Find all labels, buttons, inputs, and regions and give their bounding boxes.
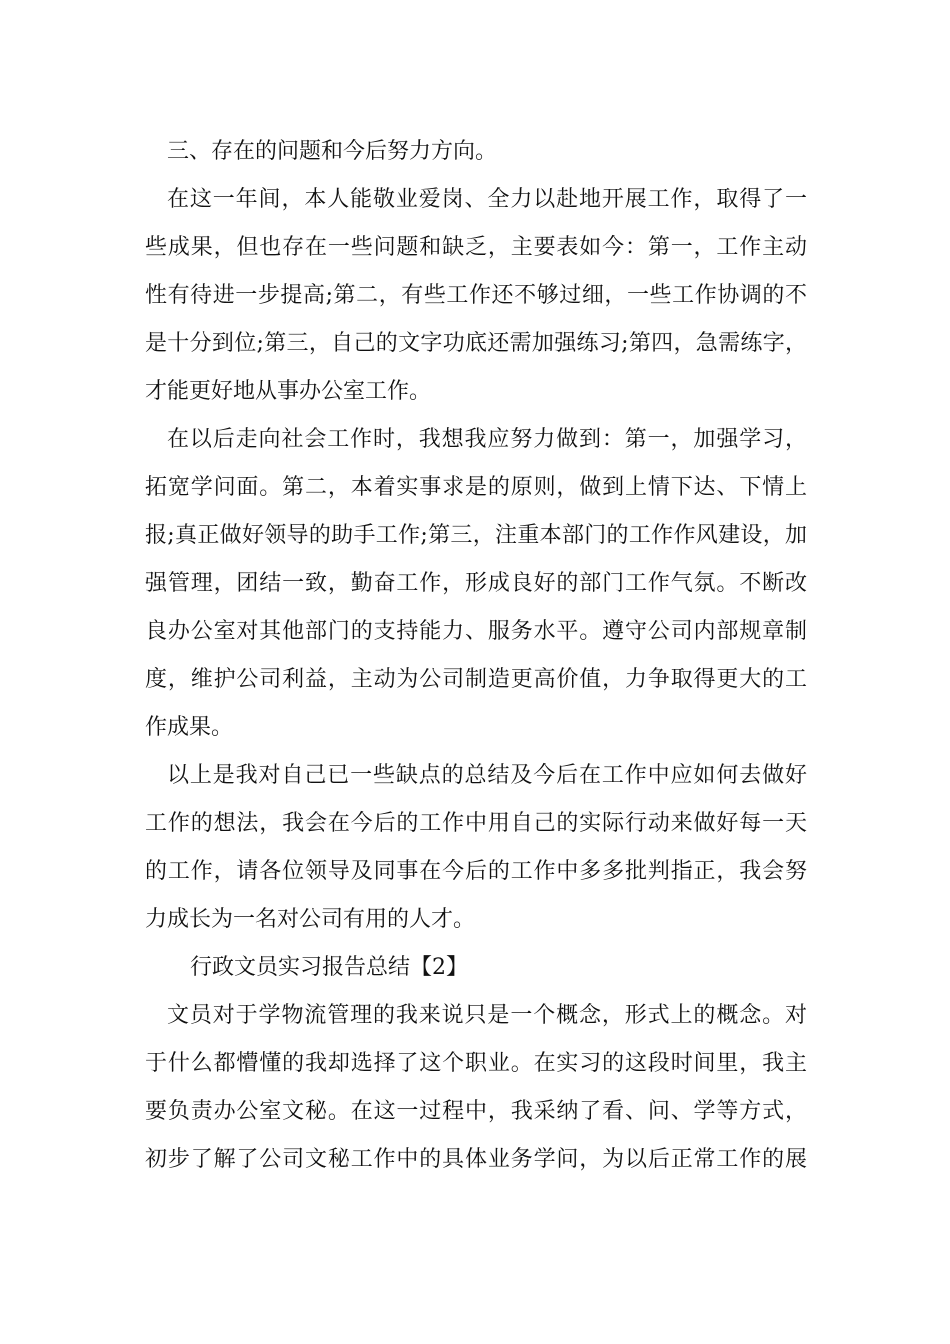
paragraph-1-line: 在这一年间，本人能敬业爱岗、全力以赴地开展工作，取得了一 [167, 187, 807, 212]
paragraph-4-line: 文员对于学物流管理的我来说只是一个概念，形式上的概念。对 [167, 1003, 807, 1028]
paragraph-4-line: 于什么都懵懂的我却选择了这个职业。在实习的这段时间里，我主 [145, 1051, 807, 1076]
paragraph-4-line: 初步了解了公司文秘工作中的具体业务学问，为以后正常工作的展 [145, 1147, 807, 1172]
paragraph-2-line: 拓宽学问面。第二，本着实事求是的原则，做到上情下达、下情上 [145, 475, 807, 500]
paragraph-4 [145, 992, 807, 1184]
paragraph-2-line: 报;真正做好领导的助手工作;第三，注重本部门的工作作风建设，加 [145, 523, 807, 548]
paragraph-2 [145, 416, 807, 752]
paragraph-2-line: 良办公室对其他部门的支持能力、服务水平。遵守公司内部规章制 [145, 619, 807, 644]
paragraph-1 [145, 176, 807, 416]
paragraph-2-line: 作成果。 [145, 715, 234, 740]
paragraph-2-line: 度，维护公司利益，主动为公司制造更高价值，力争取得更大的工 [145, 667, 807, 692]
paragraph-2-line: 强管理，团结一致，勤奋工作，形成良好的部门工作气氛。不断改 [145, 571, 807, 596]
paragraph-2-line: 在以后走向社会工作时，我想我应努力做到：第一，加强学习， [167, 427, 807, 452]
section-heading: 三、存在的问题和今后努力方向。 [167, 139, 498, 164]
paragraph-1-line: 些成果，但也存在一些问题和缺乏，主要表如今：第一，工作主动 [145, 235, 807, 260]
paragraph-1-line: 性有待进一步提高;第二，有些工作还不够过细，一些工作协调的不 [145, 283, 807, 308]
paragraph-4-line: 要负责办公室文秘。在这一过程中，我采纳了看、问、学等方式， [145, 1099, 807, 1124]
paragraph-1-line: 是十分到位;第三，自己的文字功底还需加强练习;第四，急需练字， [145, 331, 807, 356]
paragraph-1-line: 才能更好地从事办公室工作。 [145, 379, 432, 404]
document-page [145, 128, 807, 1184]
paragraph-3-line: 以上是我对自己已一些缺点的总结及今后在工作中应如何去做好 [167, 763, 807, 788]
paragraph-3-line: 工作的想法，我会在今后的工作中用自己的实际行动来做好每一天 [145, 811, 807, 836]
paragraph-3-line: 的工作，请各位领导及同事在今后的工作中多多批判指正，我会努 [145, 859, 807, 884]
report-title: 行政文员实习报告总结【2】 [190, 955, 468, 980]
paragraph-3 [145, 752, 807, 944]
paragraph-3-line: 力成长为一名对公司有用的人才。 [145, 907, 476, 932]
